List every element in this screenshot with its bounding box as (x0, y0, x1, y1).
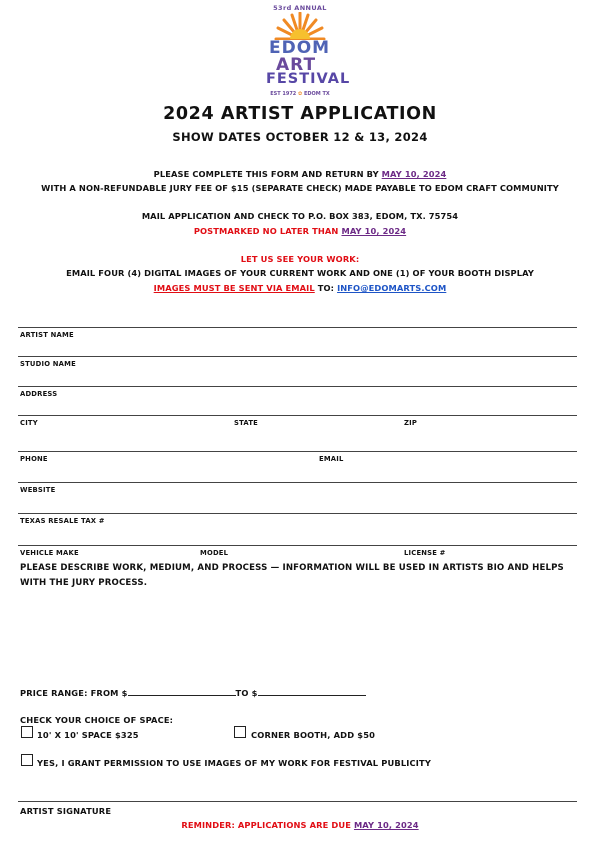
vehicle-make-label: VEHICLE MAKE (20, 549, 79, 557)
phone-label: PHONE (20, 455, 48, 463)
email-label: EMAIL (319, 455, 344, 463)
zip-label: ZIP (404, 419, 418, 427)
mail-line (0, 211, 600, 221)
return-by-text: PLEASE COMPLETE THIS FORM AND RETURN BY (153, 169, 382, 179)
rule-city (18, 415, 577, 416)
sun-rays-icon (272, 12, 328, 40)
website-label: WEBSITE (20, 486, 56, 494)
show-dates: SHOW DATES OCTOBER 12 & 13, 2024 (172, 130, 428, 144)
space-10x10-checkbox[interactable] (21, 726, 33, 738)
rule-tax (18, 513, 577, 514)
logo-word-festival: FESTIVAL (266, 71, 351, 87)
festival-logo (262, 4, 351, 98)
price-from-label: PRICE RANGE: FROM $ (20, 688, 128, 698)
rule-vehicle (18, 545, 577, 546)
jury-fee-line: WITH A NON-REFUNDABLE JURY FEE OF $15 (SEPARATE CHECK) MADE PAYABLE TO EDOM CRAFT COMMUNITY (41, 183, 559, 193)
email-link[interactable]: INFO@EDOMARTS.COM (337, 283, 447, 293)
logo-est-year: EST 1972 (270, 91, 297, 97)
corner-booth-checkbox[interactable] (234, 726, 246, 738)
logo-annual: 53rd ANNUAL (273, 4, 327, 12)
describe-work-prompt: PLEASE DESCRIBE WORK, MEDIUM, AND PROCESS — INFORMATION WILL BE USED IN ARTISTS BIO AND HELPS WITH THE JURY PROCESS. (20, 563, 564, 588)
page-title-wrap (0, 104, 600, 124)
reminder-text: REMINDER: APPLICATIONS ARE DUE (181, 820, 354, 830)
tax-label: TEXAS RESALE TAX # (20, 517, 105, 525)
price-to-blank[interactable] (258, 686, 366, 696)
signature-label: ARTIST SIGNATURE (20, 806, 112, 816)
email-to: TO: (314, 283, 338, 293)
license-label: LICENSE # (404, 549, 446, 557)
postmark-line (0, 226, 600, 236)
price-from-blank[interactable] (128, 686, 236, 696)
price-to-label: TO $ (235, 688, 258, 698)
city-label: CITY (20, 419, 38, 427)
rule-phone (18, 451, 577, 452)
mail-address: P.O. BOX 383, EDOM, TX. 75754 (308, 211, 459, 221)
artist-name-label: ARTIST NAME (20, 331, 74, 339)
flower-icon: ✿ (298, 91, 303, 97)
logo-est (262, 91, 338, 97)
return-by-date: MAY 10, 2024 (381, 169, 447, 179)
logo-word-art: ART (276, 55, 317, 75)
email-images-line: EMAIL FOUR (4) DIGITAL IMAGES OF YOUR CURRENT WORK AND ONE (1) OF YOUR BOOTH DISPLAY (66, 268, 534, 278)
state-label: STATE (234, 419, 259, 427)
space-10x10-label: 10' X 10' SPACE $325 (37, 730, 139, 740)
rule-signature (18, 801, 577, 802)
see-work-heading: LET US SEE YOUR WORK: (240, 254, 360, 264)
rule-website (18, 482, 577, 483)
email-submit-line (0, 283, 600, 293)
rule-studio-name (18, 356, 577, 357)
postmark-date: MAY 10, 2024 (341, 226, 407, 236)
mail-text: MAIL APPLICATION AND CHECK TO (141, 211, 309, 221)
logo-location: EDOM TX (303, 91, 330, 97)
price-range (20, 686, 366, 698)
postmark-text: POSTMARKED NO LATER THAN (193, 226, 342, 236)
rule-address (18, 386, 577, 387)
permission-label: YES, I GRANT PERMISSION TO USE IMAGES OF MY WORK FOR FESTIVAL PUBLICITY (37, 758, 431, 768)
reminder-line (0, 820, 600, 830)
studio-name-label: STUDIO NAME (20, 360, 76, 368)
rule-artist-name (18, 327, 577, 328)
address-label: ADDRESS (20, 390, 58, 398)
permission-checkbox[interactable] (21, 754, 33, 766)
corner-booth-label: CORNER BOOTH, ADD $50 (251, 730, 376, 740)
reminder-date: MAY 10, 2024 (353, 820, 419, 830)
images-via-email: IMAGES MUST BE SENT VIA EMAIL (153, 283, 315, 293)
page-title: 2024 ARTIST APPLICATION (163, 104, 437, 124)
return-by-line (0, 169, 600, 179)
logo-word-edom: EDOM (269, 38, 331, 58)
model-label: MODEL (200, 549, 229, 557)
space-heading: CHECK YOUR CHOICE OF SPACE: (20, 715, 174, 725)
